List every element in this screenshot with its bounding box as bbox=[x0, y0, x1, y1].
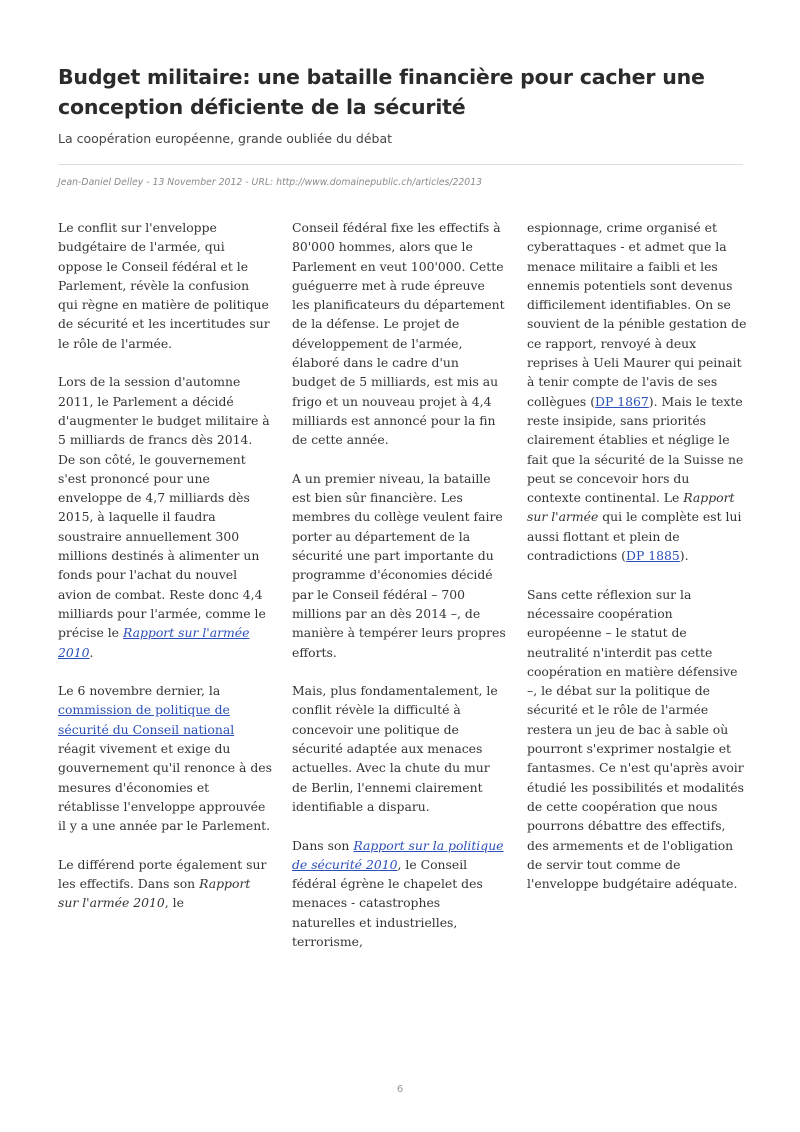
rapport-armee-title-text: Rapport sur l'armée bbox=[527, 490, 735, 525]
paragraph-text: réagit vivement et exige du gouvernement qu'il renonce à des mesures d'économies et rétablisse l'enveloppe approuvée il y a une année par le Parlement. bbox=[58, 741, 272, 834]
paragraph: Mais, plus fondamentalement, le conflit révèle la difficulté à concevoir une politique de sécurité adaptée aux menaces actuelles. Avec la chute du mur de Berlin, l'ennemi clairement identifiable a disparu. bbox=[292, 683, 498, 814]
header-divider bbox=[58, 164, 743, 165]
article-subtitle: La coopération européenne, grande oubliée du débat bbox=[58, 131, 393, 146]
paragraph-text: , le Conseil fédéral égrène le chapelet des menaces - catastrophes naturelles et industrielles, terrorisme, bbox=[292, 856, 483, 949]
paragraph: Sans cette réflexion sur la nécessaire coopération européenne – le statut de neutralité n'interdit pas cette coopération en matière défensive –, le débat sur la politique de sécurité et le rôle de l'armée restera un jeu de bac à sable où pourront s'exprimer nostalgie et fantasmes. Ce n'est qu'après avoir étudié les possibilités et modalités de cette coopération que nous pourrons débattre des effectifs, des armements et de l'obligation de servir tout comme de l'enveloppe budgétaire adéquate. bbox=[527, 586, 744, 892]
paragraph-text: ). bbox=[679, 548, 689, 564]
rapport-securite-link[interactable]: Rapport sur la politique de sécurité 2010 bbox=[292, 837, 504, 872]
paragraph-text: espionnage, crime organisé et cyberattaques - et admet que la menace militaire a faibli et les ennemis potentiels sont devenus difficilement identifiables. On se souvient de la pénible gestation de ce rapport, renvoyé à deux reprises à Ueli Maurer qui peinait à tenir compte de l'avis de ses collègues ( bbox=[527, 220, 747, 409]
paragraph bbox=[58, 855, 272, 913]
article-meta: Jean-Daniel Delley - 13 November 2012 - URL: http://www.domainepublic.ch/articles/22013 bbox=[58, 177, 483, 188]
paragraph bbox=[292, 836, 506, 952]
commission-link[interactable]: commission de politique de sécurité du Conseil national bbox=[58, 702, 235, 737]
paragraph-text: qui le complète est lui aussi flottant et plein de contradictions ( bbox=[527, 509, 742, 564]
column-1 bbox=[58, 218, 272, 932]
paragraph: Conseil fédéral fixe les effectifs à 80'000 hommes, alors que le Parlement en veut 100'000. Cette guéguerre met à rude épreuve les planificateurs du département de la défense. Le projet de développement de l'armée, élaboré dans le cadre d'un budget de 5 milliards, est mis au frigo et un nouveau projet à 4,4 milliards est annoncé pour la fin de cette année. bbox=[292, 220, 505, 448]
paragraph-text: Dans son bbox=[292, 837, 350, 853]
paragraph-text: Le 6 novembre dernier, la bbox=[58, 683, 221, 699]
dp-1867-link[interactable]: DP 1867 bbox=[595, 393, 649, 409]
dp-1885-link[interactable]: DP 1885 bbox=[626, 548, 680, 564]
paragraph-text: . bbox=[89, 644, 94, 660]
paragraph-text: ). Mais le texte reste insipide, sans priorités clairement établies et néglige le fait que la sécurité de la Suisse ne peut se concevoir hors du contexte continental. Le bbox=[527, 393, 744, 506]
paragraph bbox=[527, 218, 747, 565]
rapport-title-text: Rapport sur l'armée 2010 bbox=[58, 876, 251, 911]
column-3 bbox=[527, 218, 747, 913]
page-number: 6 bbox=[396, 1084, 404, 1095]
rapport-armee-link[interactable]: Rapport sur l'armée 2010 bbox=[58, 625, 250, 660]
article-title: Budget militaire: une bataille financière pour cacher une conception déficiente de la sécurité bbox=[58, 65, 705, 119]
paragraph-text: , le bbox=[164, 895, 184, 911]
column-2 bbox=[292, 218, 506, 971]
paragraph-text: Le différend porte également sur les effectifs. Dans son bbox=[58, 856, 267, 892]
paragraph bbox=[58, 681, 272, 835]
paragraph bbox=[58, 372, 272, 661]
paragraph: Le conflit sur l'enveloppe budgétaire de l'armée, qui oppose le Conseil fédéral et le Parlement, révèle la confusion qui règne en matière de politique de sécurité et les incertitudes sur le rôle de l'armée. bbox=[58, 220, 270, 351]
paragraph-text: Lors de la session d'automne 2011, le Parlement a décidé d'augmenter le budget militaire à 5 milliards de francs dès 2014. De son côté, le gouvernement s'est prononcé pour une enveloppe de 4,7 milliards dès 2015, à laquelle il faudra soustraire annuellement 300 millions destinés à alimenter un fonds pour l'achat du nouvel avion de combat. Reste donc 4,4 milliards pour l'armée, comme le précise le bbox=[58, 374, 270, 641]
paragraph: A un premier niveau, la bataille est bien sûr financière. Les membres du collège veulent faire porter au département de la sécurité une part importante du programme d'économies décidé par le Conseil fédéral – 700 millions par an dès 2014 –, de manière à tempérer leurs propres efforts. bbox=[292, 470, 506, 660]
